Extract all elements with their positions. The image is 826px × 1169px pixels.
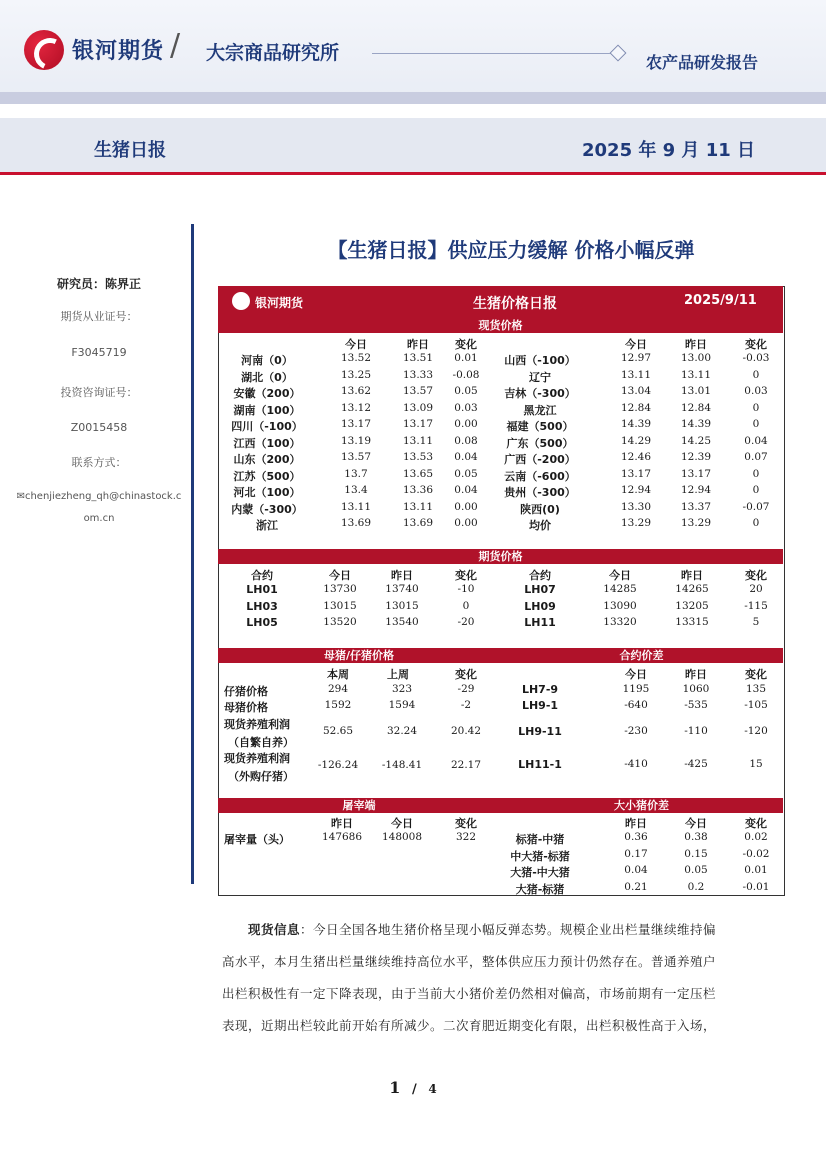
province-label: 辽宁 bbox=[529, 370, 551, 384]
piglet-value: 52.65 bbox=[322, 725, 354, 737]
price-change: 0 bbox=[752, 517, 760, 529]
price-yesterday: 12.84 bbox=[680, 401, 712, 414]
futures-cert-label: 期货从业证号： bbox=[60, 310, 138, 323]
table-title: 生猪价格日报 bbox=[473, 296, 557, 312]
red-divider bbox=[0, 172, 826, 175]
province-label: 江苏（500） bbox=[233, 469, 301, 483]
spread-value: -120 bbox=[744, 725, 768, 737]
province-label: 广西（-200） bbox=[504, 453, 576, 466]
size-value: 0.17 bbox=[624, 847, 648, 860]
column-header: 昨日 bbox=[685, 668, 707, 681]
size-value: 0.2 bbox=[687, 880, 705, 893]
column-header: 今日 bbox=[685, 817, 707, 830]
consult-cert-label: 投资咨询证号： bbox=[60, 386, 138, 399]
size-value: 0.01 bbox=[744, 864, 768, 876]
price-yesterday: 13.37 bbox=[680, 500, 712, 513]
piglet-section-header: 母猪/仔猪价格 bbox=[218, 648, 500, 663]
column-header: 变化 bbox=[745, 817, 767, 830]
price-yesterday: 13.11 bbox=[402, 434, 434, 447]
commentary-line: 表现，近期出栏较此前开始有所减少。二次育肥近期变化有限，出栏积极性高于入场， bbox=[222, 1018, 717, 1033]
column-header: 变化 bbox=[455, 668, 477, 681]
futures-value: -115 bbox=[744, 599, 768, 612]
price-today: 13.25 bbox=[340, 368, 372, 381]
price-change: 0.00 bbox=[454, 418, 478, 430]
commentary-line: 高水平，本月生猪出栏量继续维持高位水平，整体供应压力预计仍然存在。普通养殖户 bbox=[222, 954, 717, 969]
futures-value: 14265 bbox=[675, 583, 709, 595]
price-yesterday: 13.17 bbox=[680, 467, 712, 480]
spread-value: -425 bbox=[684, 758, 708, 770]
futures-value: 13320 bbox=[603, 616, 637, 628]
price-today: 13.62 bbox=[340, 385, 372, 397]
spread-value: -110 bbox=[684, 725, 708, 737]
contract-label: LH05 bbox=[246, 616, 278, 629]
price-change: 0.00 bbox=[454, 500, 478, 513]
price-yesterday: 13.00 bbox=[680, 352, 712, 364]
column-header: 今日 bbox=[345, 338, 367, 351]
piglet-label: 仔猪价格 bbox=[224, 685, 268, 698]
spread-value: -640 bbox=[624, 699, 648, 711]
column-header: 昨日 bbox=[407, 338, 429, 351]
futures-value: 13540 bbox=[385, 616, 419, 628]
header-band bbox=[0, 92, 826, 104]
price-yesterday: 14.39 bbox=[680, 418, 712, 430]
size-label: 大猪-中大猪 bbox=[510, 866, 570, 879]
spread-value: -230 bbox=[624, 725, 648, 737]
province-label: 陕西(0) bbox=[520, 502, 560, 516]
spread-value: 1060 bbox=[682, 683, 710, 695]
size-value: 0.02 bbox=[744, 831, 768, 843]
province-label: 贵州（-300） bbox=[504, 486, 576, 499]
futures-value: 13315 bbox=[675, 616, 709, 628]
size-value: 0.36 bbox=[624, 831, 648, 843]
price-change: 0.04 bbox=[454, 484, 478, 496]
price-today: 14.39 bbox=[620, 418, 652, 430]
price-today: 12.94 bbox=[620, 484, 652, 496]
price-today: 14.29 bbox=[620, 434, 652, 447]
column-header: 昨日 bbox=[331, 817, 353, 830]
spread-value: 135 bbox=[745, 683, 767, 695]
price-change: 0.03 bbox=[454, 401, 478, 414]
piglet-sublabel: （自繁自养） bbox=[228, 736, 294, 749]
column-header: 变化 bbox=[745, 668, 767, 681]
price-today: 13.12 bbox=[340, 401, 372, 414]
header-separator: / bbox=[170, 28, 181, 63]
piglet-value: 1594 bbox=[388, 699, 416, 711]
futures-section-header: 期货价格 bbox=[218, 549, 783, 564]
price-change: 0.07 bbox=[744, 451, 768, 463]
futures-value: 13090 bbox=[603, 599, 637, 612]
price-change: 0.08 bbox=[454, 434, 478, 447]
price-today: 13.17 bbox=[620, 467, 652, 480]
galaxy-logo-icon bbox=[24, 30, 64, 70]
spread-value: -535 bbox=[684, 699, 708, 711]
price-yesterday: 13.09 bbox=[402, 401, 434, 414]
column-header: 昨日 bbox=[681, 569, 703, 582]
price-today: 13.04 bbox=[620, 385, 652, 397]
price-change: 0.05 bbox=[454, 467, 478, 480]
province-label: 河南（0） bbox=[241, 354, 293, 367]
piglet-value: 22.17 bbox=[450, 759, 482, 771]
piglet-label: 现货养殖利润 bbox=[224, 718, 290, 731]
province-label: 广东（500） bbox=[506, 436, 574, 450]
piglet-value: 20.42 bbox=[450, 725, 482, 737]
piglet-value: 323 bbox=[391, 683, 413, 695]
price-yesterday: 12.39 bbox=[680, 451, 712, 463]
size-label: 中大猪-标猪 bbox=[510, 849, 570, 863]
price-yesterday: 13.51 bbox=[402, 352, 434, 364]
price-today: 13.7 bbox=[344, 467, 368, 480]
table-logo-icon bbox=[232, 292, 250, 310]
piglet-value: -148.41 bbox=[381, 759, 423, 771]
size-section-header: 大小猪价差 bbox=[500, 798, 783, 813]
price-today: 12.46 bbox=[620, 451, 652, 463]
slaughter-value: 147686 bbox=[321, 831, 363, 843]
piglet-value: -126.24 bbox=[317, 759, 359, 771]
piglet-value: -2 bbox=[460, 699, 472, 711]
column-header: 昨日 bbox=[625, 817, 647, 830]
price-change: 0 bbox=[752, 418, 760, 430]
contract-label: LH09 bbox=[524, 599, 556, 613]
contact-label: 联系方式： bbox=[71, 456, 127, 469]
price-today: 13.52 bbox=[340, 352, 372, 364]
province-label: 内蒙（-300） bbox=[231, 502, 303, 516]
piglet-label: 现货养殖利润 bbox=[224, 752, 290, 765]
price-change: 0.04 bbox=[744, 434, 768, 447]
contract-label: LH01 bbox=[246, 583, 278, 596]
province-label: 山西（-100） bbox=[504, 354, 576, 367]
column-header: 上周 bbox=[387, 668, 409, 681]
size-value: 0.05 bbox=[684, 864, 708, 876]
province-label: 江西（100） bbox=[233, 436, 301, 450]
size-value: 0.38 bbox=[684, 831, 708, 843]
price-today: 13.11 bbox=[340, 500, 372, 513]
futures-cert: F3045719 bbox=[71, 346, 127, 359]
report-name: 生猪日报 bbox=[94, 140, 166, 161]
province-label: 吉林（-300） bbox=[504, 387, 576, 400]
province-label: 福建（500） bbox=[506, 420, 574, 433]
price-yesterday: 13.69 bbox=[402, 517, 434, 529]
spot-section-header: 现货价格 bbox=[218, 318, 783, 333]
price-yesterday: 13.29 bbox=[680, 517, 712, 529]
size-label: 标猪-中猪 bbox=[515, 833, 565, 846]
column-header: 昨日 bbox=[391, 569, 413, 582]
price-change: 0.01 bbox=[454, 352, 478, 364]
consult-cert: Z0015458 bbox=[70, 421, 128, 434]
spread-section-header: 合约价差 bbox=[500, 648, 783, 663]
price-yesterday: 13.57 bbox=[402, 385, 434, 397]
commentary: 现货信息：今日全国各地生猪价格呈现小幅反弹态势。规模企业出栏量继续维持偏 高水平，本月生猪出栏量继续维持高位水平，整体供应压力预计仍然存在。普通养殖户 出栏积极性有一定下降表现，由于当前大小猪价差仍然相对偏高，市场前期有一定压栏 表现，近期出栏较此前开始有所减少。二次育肥近期变化有限，出栏积极性高于入场， bbox=[222, 914, 770, 1042]
price-change: 0.03 bbox=[744, 385, 768, 397]
contract-label: LH07 bbox=[524, 583, 556, 596]
price-yesterday: 13.33 bbox=[402, 368, 434, 381]
size-value: -0.01 bbox=[742, 880, 770, 893]
column-header: 变化 bbox=[455, 569, 477, 582]
contract-label: LH03 bbox=[246, 599, 278, 613]
price-today: 13.30 bbox=[620, 500, 652, 513]
commentary-lead: 现货信息 bbox=[248, 922, 301, 937]
page-title: 【生猪日报】供应压力缓解 价格小幅反弹 bbox=[327, 238, 695, 262]
column-header: 今日 bbox=[391, 817, 413, 830]
spread-value: -105 bbox=[744, 699, 768, 711]
column-header: 合约 bbox=[251, 569, 273, 582]
commentary-line: 出栏积极性有一定下降表现，由于当前大小猪价差仍然相对偏高，市场前期有一定压栏 bbox=[222, 986, 717, 1001]
size-label: 大猪-标猪 bbox=[515, 882, 565, 896]
price-yesterday: 13.53 bbox=[402, 451, 434, 463]
institute-name: 大宗商品研究所 bbox=[206, 42, 340, 64]
province-label: 云南（-600） bbox=[504, 469, 576, 483]
futures-value: 14285 bbox=[603, 583, 637, 595]
province-label: 浙江 bbox=[256, 519, 278, 532]
column-header: 今日 bbox=[329, 569, 351, 582]
price-change: 0 bbox=[752, 467, 760, 480]
price-today: 13.29 bbox=[620, 517, 652, 529]
price-change: 0 bbox=[752, 484, 760, 496]
futures-value: 13520 bbox=[323, 616, 357, 628]
slaughter-value: 148008 bbox=[381, 831, 423, 843]
researcher-name: 研究员：陈界正 bbox=[56, 277, 141, 291]
price-yesterday: 13.01 bbox=[680, 385, 712, 397]
price-today: 12.84 bbox=[620, 401, 652, 414]
sidebar-divider bbox=[191, 224, 194, 884]
size-value: -0.02 bbox=[742, 847, 770, 860]
column-header: 今日 bbox=[625, 668, 647, 681]
column-header: 今日 bbox=[609, 569, 631, 582]
piglet-value: -29 bbox=[457, 683, 475, 695]
price-today: 13.69 bbox=[340, 517, 372, 529]
piglet-label: 母猪价格 bbox=[224, 701, 268, 714]
size-value: 0.15 bbox=[684, 847, 708, 860]
price-today: 13.11 bbox=[620, 368, 652, 381]
price-today: 13.4 bbox=[344, 484, 368, 496]
price-yesterday: 13.36 bbox=[402, 484, 434, 496]
contract-label: LH11 bbox=[524, 616, 556, 629]
futures-value: -10 bbox=[457, 583, 475, 595]
table-date: 2025/9/11 bbox=[684, 293, 757, 308]
price-yesterday: 13.17 bbox=[402, 418, 434, 430]
price-change: 0.00 bbox=[454, 517, 478, 529]
price-change: 0 bbox=[752, 368, 760, 381]
size-value: 0.04 bbox=[624, 864, 648, 876]
size-value: 0.21 bbox=[624, 880, 648, 893]
commentary-line: 今日全国各地生猪价格呈现小幅反弹态势。规模企业出栏量继续维持偏 bbox=[313, 922, 717, 937]
price-yesterday: 13.11 bbox=[680, 368, 712, 381]
column-header: 变化 bbox=[455, 817, 477, 830]
futures-value: 0 bbox=[462, 599, 470, 612]
spread-label: LH7-9 bbox=[521, 683, 559, 696]
column-header: 变化 bbox=[745, 338, 767, 351]
report-date: 2025 年 9 月 11 日 bbox=[582, 140, 756, 161]
spread-label: LH9-11 bbox=[518, 725, 562, 738]
futures-value: 13015 bbox=[323, 599, 357, 612]
futures-value: 20 bbox=[749, 583, 763, 595]
column-header: 今日 bbox=[625, 338, 647, 351]
column-header: 昨日 bbox=[685, 338, 707, 351]
slaughter-label: 屠宰量（头） bbox=[224, 833, 290, 846]
price-yesterday: 13.11 bbox=[402, 500, 434, 513]
futures-value: -20 bbox=[457, 616, 475, 628]
logo-text: 银河期货 bbox=[72, 39, 165, 64]
report-type: 农产品研发报告 bbox=[646, 53, 759, 72]
page-number: 1 / 4 bbox=[389, 1078, 437, 1097]
province-label: 均价 bbox=[529, 519, 551, 532]
slaughter-section-header: 屠宰端 bbox=[218, 798, 500, 813]
futures-value: 5 bbox=[752, 616, 760, 628]
price-yesterday: 14.25 bbox=[680, 434, 712, 447]
piglet-value: 1592 bbox=[324, 699, 352, 711]
spread-value: -410 bbox=[624, 758, 648, 770]
futures-value: 13015 bbox=[385, 599, 419, 612]
province-label: 四川（-100） bbox=[231, 420, 303, 433]
piglet-value: 294 bbox=[327, 683, 349, 695]
slaughter-value: 322 bbox=[455, 831, 477, 843]
price-change: -0.08 bbox=[452, 368, 480, 381]
contact-email-cont[interactable]: om.cn bbox=[83, 513, 115, 524]
price-yesterday: 13.65 bbox=[402, 467, 434, 480]
price-change: 0.04 bbox=[454, 451, 478, 463]
price-yesterday: 12.94 bbox=[680, 484, 712, 496]
decorative-line bbox=[372, 53, 612, 54]
price-change: -0.03 bbox=[742, 352, 770, 364]
piglet-value: 32.24 bbox=[386, 725, 418, 737]
table-logo-text: 银河期货 bbox=[255, 296, 304, 310]
price-today: 13.57 bbox=[340, 451, 372, 463]
piglet-sublabel: （外购仔猪） bbox=[228, 770, 294, 783]
price-today: 12.97 bbox=[620, 352, 652, 364]
column-header: 合约 bbox=[529, 569, 551, 582]
province-label: 河北（100） bbox=[233, 486, 301, 499]
province-label: 黑龙江 bbox=[523, 403, 557, 417]
futures-value: 13730 bbox=[323, 583, 357, 595]
column-header: 变化 bbox=[455, 338, 477, 351]
spread-value: 1195 bbox=[622, 683, 650, 695]
spread-label: LH9-1 bbox=[521, 699, 559, 712]
price-change: -0.07 bbox=[742, 500, 770, 513]
contact-email[interactable]: ✉chenjiezheng_qh@chinastock.c bbox=[16, 491, 182, 502]
province-label: 湖南（100） bbox=[233, 403, 301, 417]
futures-value: 13740 bbox=[385, 583, 419, 595]
futures-value: 13205 bbox=[675, 599, 709, 612]
column-header: 变化 bbox=[745, 569, 767, 582]
spread-label: LH11-1 bbox=[518, 758, 562, 771]
spread-value: 15 bbox=[749, 758, 763, 770]
price-today: 13.19 bbox=[340, 434, 372, 447]
province-label: 湖北（0） bbox=[241, 370, 293, 384]
column-header: 本周 bbox=[327, 668, 349, 681]
province-label: 山东（200） bbox=[233, 453, 301, 466]
price-change: 0.05 bbox=[454, 385, 478, 397]
province-label: 安徽（200） bbox=[233, 387, 301, 400]
price-change: 0 bbox=[752, 401, 760, 414]
price-today: 13.17 bbox=[340, 418, 372, 430]
